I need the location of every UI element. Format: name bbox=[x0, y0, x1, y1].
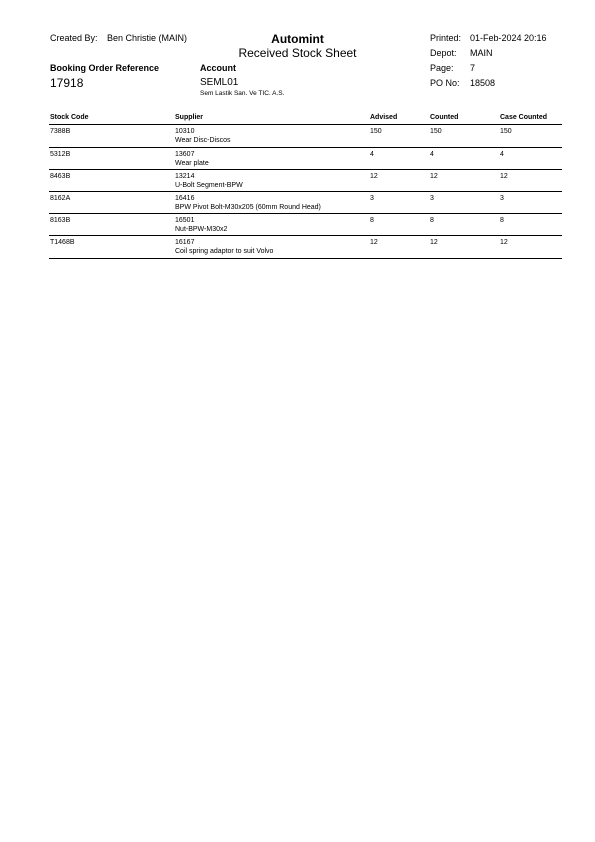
po-label: PO No: bbox=[430, 78, 460, 88]
advised-qty: 12 bbox=[370, 173, 378, 180]
stock-code: 8163B bbox=[50, 217, 71, 224]
case-counted-qty: 8 bbox=[500, 217, 504, 224]
stock-code: 7388B bbox=[50, 128, 71, 135]
counted-qty: 12 bbox=[430, 173, 438, 180]
supplier-code: 13607 bbox=[175, 151, 195, 158]
printed-label: Printed: bbox=[430, 33, 462, 43]
booking-ref-value: 17918 bbox=[50, 76, 84, 90]
advised-qty: 3 bbox=[370, 195, 374, 202]
item-description: Wear Disc-Discos bbox=[175, 137, 231, 144]
advised-qty: 8 bbox=[370, 217, 374, 224]
counted-qty: 150 bbox=[430, 128, 442, 135]
account-code: SEML01 bbox=[200, 77, 239, 88]
account-label: Account bbox=[200, 63, 236, 73]
supplier-code: 16416 bbox=[175, 195, 195, 202]
stock-code: 5312B bbox=[50, 151, 71, 158]
advised-qty: 12 bbox=[370, 239, 378, 246]
supplier-code: 16501 bbox=[175, 217, 195, 224]
depot-label: Depot: bbox=[430, 48, 457, 58]
advised-qty: 4 bbox=[370, 151, 374, 158]
row-divider bbox=[49, 169, 562, 170]
supplier-code: 16167 bbox=[175, 239, 195, 246]
account-name: Sem Lastik San. Ve TIC. A.S. bbox=[200, 90, 285, 97]
created-by-value: Ben Christie (MAIN) bbox=[107, 33, 188, 43]
po-number: 18508 bbox=[470, 78, 496, 88]
col-supplier: Supplier bbox=[175, 114, 204, 121]
row-divider bbox=[49, 147, 562, 148]
case-counted-qty: 3 bbox=[500, 195, 504, 202]
col-case-counted: Case Counted bbox=[500, 114, 548, 121]
col-counted: Counted bbox=[430, 114, 459, 121]
stock-code: 8162A bbox=[50, 195, 71, 202]
item-description: Nut-BPW-M30x2 bbox=[175, 226, 228, 233]
row-divider bbox=[49, 213, 562, 214]
depot-value: MAIN bbox=[470, 48, 493, 58]
case-counted-qty: 12 bbox=[500, 173, 508, 180]
row-divider bbox=[49, 258, 562, 259]
item-description: Wear plate bbox=[175, 160, 209, 167]
item-description: U-Bolt Segment-BPW bbox=[175, 182, 243, 189]
advised-qty: 150 bbox=[370, 128, 382, 135]
counted-qty: 12 bbox=[430, 239, 438, 246]
supplier-code: 13214 bbox=[175, 173, 195, 180]
case-counted-qty: 12 bbox=[500, 239, 508, 246]
page-label: Page: bbox=[430, 63, 454, 73]
col-advised: Advised bbox=[370, 114, 398, 121]
company-name: Automint bbox=[271, 32, 324, 46]
page-number: 7 bbox=[470, 63, 476, 73]
supplier-code: 10310 bbox=[175, 128, 195, 135]
printed-value: 01-Feb-2024 20:16 bbox=[470, 33, 547, 43]
header-divider bbox=[49, 124, 562, 125]
case-counted-qty: 150 bbox=[500, 128, 512, 135]
case-counted-qty: 4 bbox=[500, 151, 504, 158]
counted-qty: 3 bbox=[430, 195, 434, 202]
col-stock-code: Stock Code bbox=[50, 114, 89, 121]
counted-qty: 4 bbox=[430, 151, 434, 158]
row-divider bbox=[49, 191, 562, 192]
booking-ref-label: Booking Order Reference bbox=[50, 63, 160, 73]
report-title: Received Stock Sheet bbox=[238, 46, 357, 60]
row-divider bbox=[49, 235, 562, 236]
stock-code: 8463B bbox=[50, 173, 71, 180]
created-by-label: Created By: bbox=[50, 33, 98, 43]
item-description: BPW Pivot Bolt-M30x205 (60mm Round Head) bbox=[175, 204, 321, 211]
item-description: Coil spring adaptor to suit Volvo bbox=[175, 248, 274, 255]
counted-qty: 8 bbox=[430, 217, 434, 224]
stock-code: T1468B bbox=[50, 239, 75, 246]
